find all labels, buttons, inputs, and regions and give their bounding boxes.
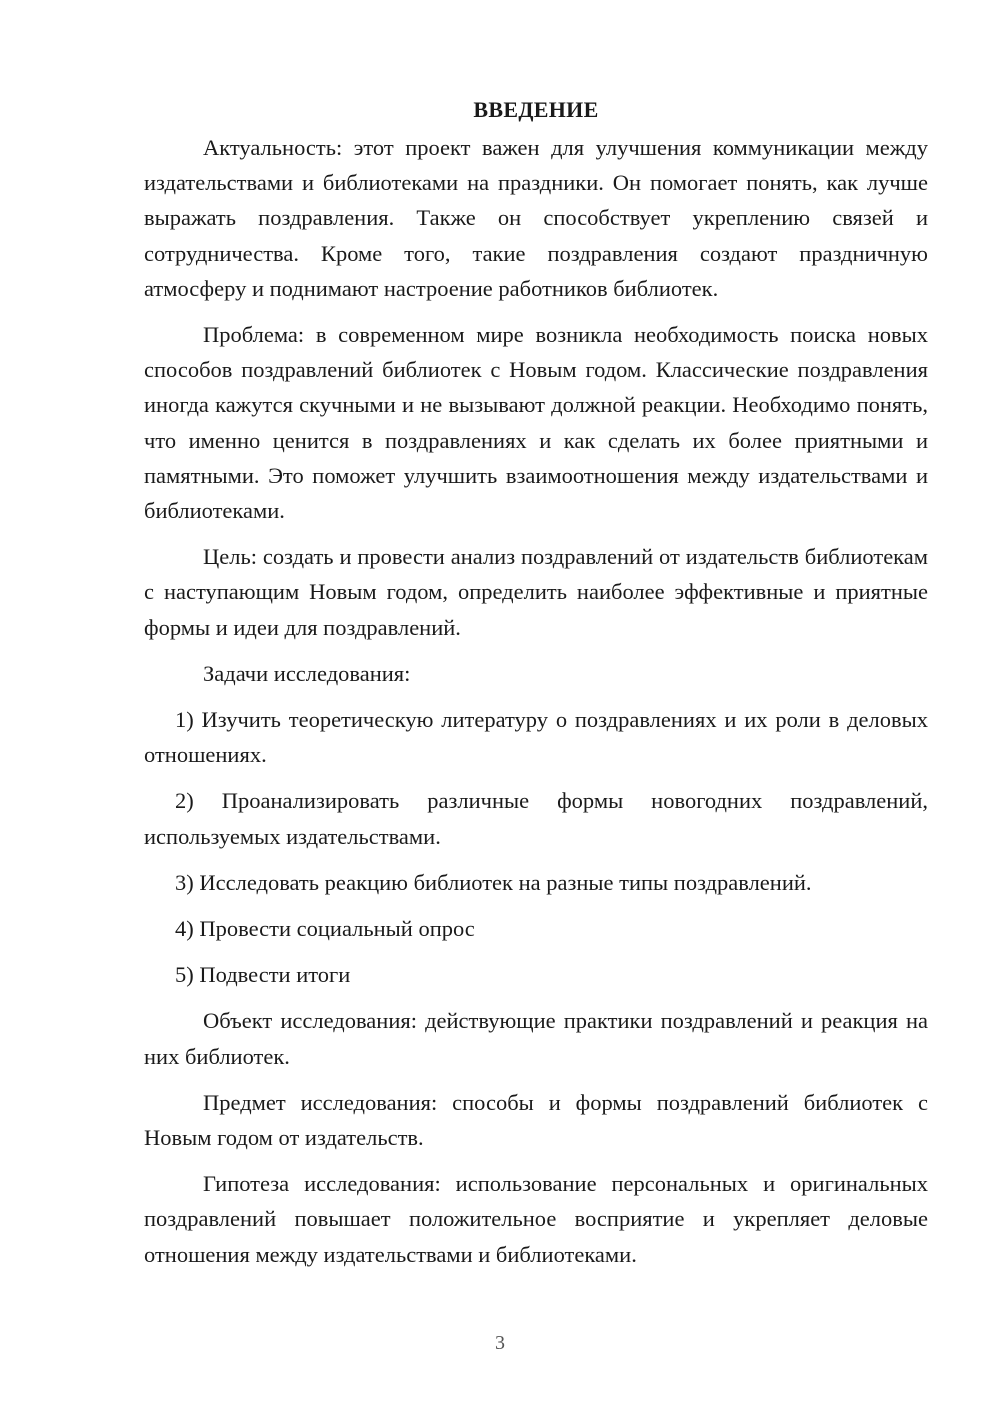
- task-item-2: 2) Проанализировать различные формы новогодних поздравлений, используемых издательствами.: [144, 788, 928, 849]
- section-heading: ВВЕДЕНИЕ: [473, 97, 599, 122]
- paragraph-subject: Предмет исследования: способы и формы поздравлений библиотек с Новым годом от издательств.: [144, 1089, 928, 1151]
- paragraph-object: Объект исследования: действующие практики поздравлений и реакция на них библиотек.: [144, 1008, 928, 1069]
- document-page: [144, 92, 928, 1283]
- paragraph-hypothesis: Гипотеза исследования: использование персональных и оригинальных поздравлений повышает положительное восприятие и укрепляет деловые отношения между издательствами и библиотеками.: [144, 1171, 928, 1267]
- paragraph-problem: Проблема: в современном мире возникла необходимость поиска новых способов поздравлений библиотек с Новым годом. Классические поздравления иногда кажутся скучными и не вызывают должной реакции. Необходимо понять, что именно ценится в поздравлениях и как сделать их более приятными и памятными. Это поможет улучшить взаимоотношения между издательствами и библиотеками.: [144, 322, 928, 524]
- paragraph-goal: Цель: создать и провести анализ поздравлений от издательств библиотекам с наступающим Новым годом, определить наиболее эффективные и приятные формы и идеи для поздравлений.: [144, 544, 928, 640]
- page-number: 3: [495, 1332, 505, 1354]
- task-item-1: 1) Изучить теоретическую литературу о поздравлениях и их роли в деловых отношениях.: [144, 707, 928, 768]
- paragraph-relevance: Актуальность: этот проект важен для улучшения коммуникации между издательствами и библиотеками на праздники. Он помогает понять, как лучше выражать поздравления. Также он способствует укреплению связей и сотрудничества. Кроме того, такие поздравления создают праздничную атмосферу и поднимают настроение работников библиотек.: [144, 135, 928, 301]
- task-item-4: 4) Провести социальный опрос: [175, 916, 475, 942]
- task-item-3: 3) Исследовать реакцию библиотек на разные типы поздравлений.: [175, 869, 812, 895]
- tasks-title: Задачи исследования:: [203, 660, 411, 686]
- task-item-5: 5) Подвести итоги: [175, 962, 351, 988]
